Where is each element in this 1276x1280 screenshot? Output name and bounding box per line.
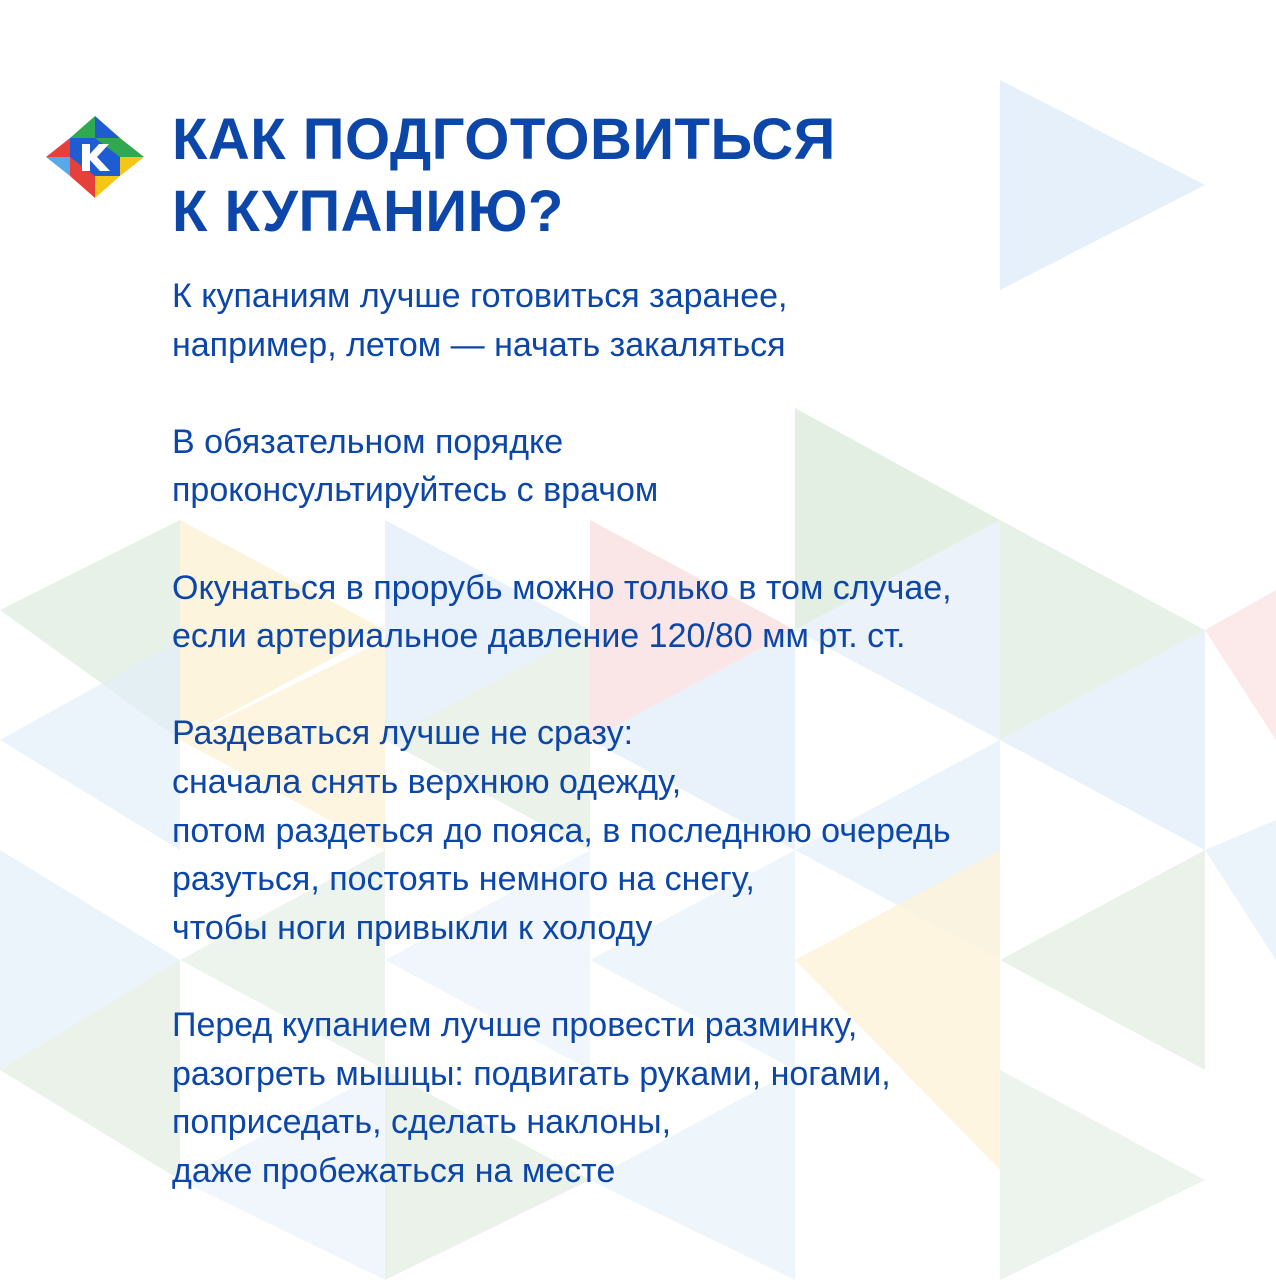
tip-paragraph: [172, 709, 1232, 952]
tip-line: разогреть мышцы: подвигать руками, ногами,: [172, 1054, 891, 1093]
tip-line: К купаниям лучше готовиться заранее,: [172, 277, 788, 315]
bg-triangle: [1000, 80, 1205, 290]
tip-line: поприседать, сделать наклоны,: [172, 1103, 672, 1142]
tip-line: Окунаться в прорубь можно только в том случае,: [172, 568, 952, 607]
tip-line: если артериальное давление 120/80 мм рт. ст.: [172, 617, 906, 656]
tip-line: даже пробежаться на месте: [172, 1151, 616, 1190]
tip-line: разуться, постоять немного на снегу,: [172, 860, 755, 899]
tip-line: проконсультируйтесь с врачом: [172, 471, 659, 510]
tip-paragraph: [172, 418, 1232, 515]
tip-line: сначала снять верхнюю одежду,: [172, 762, 682, 801]
tip-paragraph: [172, 272, 1232, 369]
tips-list: [172, 272, 1232, 1244]
title-line-1: КАК ПОДГОТОВИТЬСЯ: [172, 107, 836, 172]
tip-line: потом раздеться до пояса, в последнюю очередь: [172, 811, 951, 850]
k-logo-icon: [46, 116, 144, 198]
title-line-2: К КУПАНИЮ?: [172, 179, 564, 244]
page-title: [172, 104, 836, 248]
tip-line: Раздеваться лучше не сразу:: [172, 714, 634, 753]
tip-paragraph: [172, 564, 1232, 661]
tip-paragraph: [172, 1001, 1232, 1195]
tip-line: Перед купанием лучше провести разминку,: [172, 1005, 858, 1044]
tip-line: В обязательном порядке: [172, 422, 564, 461]
tip-line: чтобы ноги привыкли к холоду: [172, 908, 653, 947]
tip-line: например, летом — начать закаляться: [172, 325, 786, 364]
